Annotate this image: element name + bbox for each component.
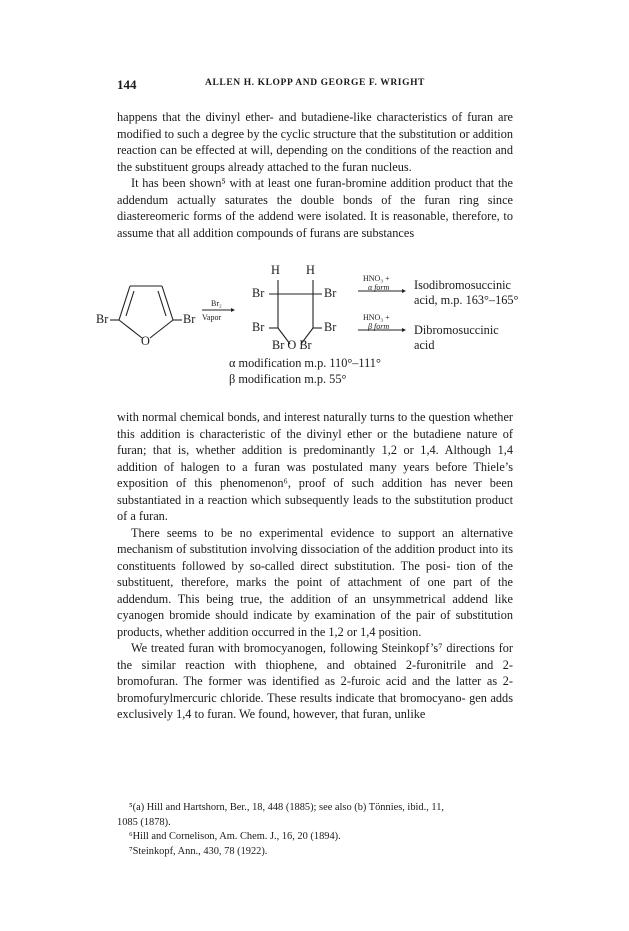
arrow2-reagent: HNO₃ +: [363, 313, 390, 322]
product1-name: Isodibromosuccinic: [414, 278, 511, 292]
footnotes: [117, 801, 513, 859]
paragraph-4: There seems to be no experimental evidence to support an alternative mechanism of substitution involving dissociation of the addition product into its constituents followed by so-called direct substitution. The posi- tion of the substituent, therefore, marks the point of attachment of one part of the addendum. This being true, the addition of an unsymmetrical addend like cyanogen bromide should indicate by examination of the pair of substitution products, whether addition occurred in the 1,2 or 1,4 position.: [117, 525, 514, 639]
br-mid-left: Br: [252, 320, 265, 334]
arrow1-condition: α form: [368, 283, 390, 292]
arrow1-reagent: HNO₃ +: [363, 274, 390, 283]
product2-line2: acid: [414, 338, 435, 352]
text-block-bottom: [117, 409, 513, 723]
reaction-scheme: [96, 258, 536, 398]
tetrabromide-skeleton: [269, 280, 322, 344]
h-left: H: [271, 263, 280, 277]
furan-br-left: Br: [96, 312, 109, 326]
product2-name: Dibromosuccinic: [414, 323, 499, 337]
beta-modification: β modification m.p. 55°: [229, 372, 347, 386]
bottom-br-o-br: Br O Br: [272, 338, 312, 352]
br-top-left: Br: [252, 286, 265, 300]
page-header: [117, 77, 513, 93]
footnote-7: ⁷Steinkopf, Ann., 430, 78 (1922).: [129, 845, 268, 857]
footnote-5-continued: 1085 (1878).: [117, 816, 171, 828]
footnote-6: ⁶Hill and Cornelison, Am. Chem. J., 16, 20 (1894).: [129, 831, 341, 842]
arrow2-condition: β form: [368, 322, 390, 331]
paragraph-2: It has been shown⁵ with at least one furan-bromine addition product that the addendum actually saturates the double bonds of the furan ring since diastereomeric forms of the addend were isolated. It is reasonable, therefore, to assume that all addition compounds of furans are substances: [117, 176, 514, 240]
br-mid-right: Br: [324, 320, 337, 334]
alpha-modification: α modification m.p. 110°–111°: [229, 356, 381, 370]
reagent-bottom: Vapor: [202, 313, 222, 322]
footnote-5: ⁵(a) Hill and Hartshorn, Ber., 18, 448 (1885); see also (b) Tönnies, ibid., 11,: [129, 802, 444, 813]
product1-mp: acid, m.p. 163°–165°: [414, 293, 519, 307]
h-right: H: [306, 263, 315, 277]
paragraph-5: We treated furan with bromocyanogen, following Steinkopf’s⁷ directions for the similar reaction with thiophene, and obtained 2-furonitrile and 2- bromofuran. The former was identified as 2-furoic acid and the latter as 2-bromofurylmercuric chloride. These results indicate that bromocyano- gen adds exclusively 1,4 to furan. We found, however, that furan, unlike: [117, 641, 513, 721]
furan-ring: [110, 286, 182, 338]
running-title: ALLEN H. KLOPP AND GEORGE F. WRIGHT: [204, 78, 425, 88]
paragraph-1: happens that the divinyl ether- and butadiene-like characteristics of furan are modified to such a degree by the cyclic structure that the substitution or addition reaction can be effected at will, depending on the conditions of the reaction and the substituent groups already attached to the furan nucleus.: [117, 110, 513, 174]
page-number: 144: [117, 77, 137, 92]
reagent-top: Br₂: [211, 299, 222, 308]
paragraph-3: with normal chemical bonds, and interest naturally turns to the question whether this addition is characteristic of the divinyl ether or the butadiene nature of furan; that is, whether addition is predominantly 1,2 or 1,4. Although 1,4 addition of halogen to a furan was postulated many years before Thiele’s exposition of this phenomenon⁶, proof of such addition has never been substantiated in a reaction which subsequently leads to the substitution product of a furan.: [117, 410, 514, 523]
furan-oxygen: O: [141, 334, 150, 348]
br-top-right: Br: [324, 286, 337, 300]
furan-br-right: Br: [183, 312, 196, 326]
text-block-top: [117, 109, 513, 241]
